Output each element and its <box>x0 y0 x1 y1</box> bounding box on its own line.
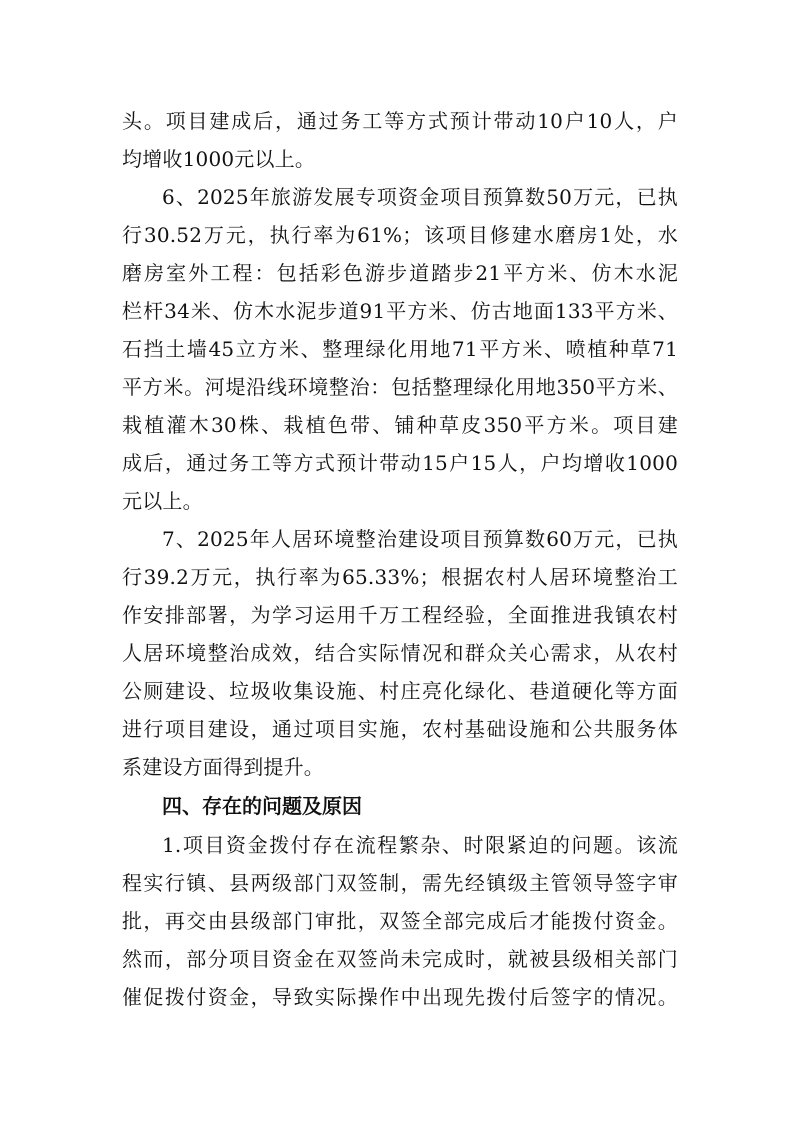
item6-line-7: 栽植灌木30株、栽植色带、铺种草皮350平方米。项目建 <box>122 413 678 437</box>
continuation-line-2: 均增收1000元以上。 <box>122 147 316 171</box>
item6-line-6: 平方米。河堤沿线环境整治：包括整理绿化用地350平方米、 <box>122 375 678 399</box>
issue1-line-5: 催促拨付资金，导致实际操作中出现先拨付后签字的情况。 <box>122 985 678 1009</box>
item6-line-2: 行30.52万元，执行率为61%；该项目修建水磨房1处，水 <box>122 223 678 247</box>
item6-line-1: 6、2025年旅游发展专项资金项目预算数50万元，已执 <box>162 185 678 209</box>
item7-line-1: 7、2025年人居环境整治建设项目预算数60万元，已执 <box>162 527 678 551</box>
item6-line-3: 磨房室外工程：包括彩色游步道踏步21平方米、仿木水泥 <box>122 261 678 285</box>
item6-line-9: 元以上。 <box>122 489 203 513</box>
item6-line-8: 成后，通过务工等方式预计带动15户15人，户均增收1000 <box>122 451 678 475</box>
item7-line-2: 行39.2万元，执行率为65.33%；根据农村人居环境整治工 <box>122 565 678 589</box>
item7-line-4: 人居环境整治成效，结合实际情况和群众关心需求，从农村 <box>122 641 678 665</box>
issue1-line-4: 然而，部分项目资金在双签尚未完成时，就被县级相关部门 <box>122 947 678 971</box>
item6-line-5: 石挡土墙45立方米、整理绿化用地71平方米、喷植种草71 <box>122 337 678 361</box>
item7-line-3: 作安排部署，为学习运用千万工程经验，全面推进我镇农村 <box>122 603 678 627</box>
issue1-line-2: 程实行镇、县两级部门双签制，需先经镇级主管领导签字审 <box>122 871 678 895</box>
item7-line-7: 系建设方面得到提升。 <box>122 755 324 779</box>
section-heading: 四、存在的问题及原因 <box>162 794 362 818</box>
item7-line-6: 进行项目建设，通过项目实施，农村基础设施和公共服务体 <box>122 717 678 741</box>
issue1-line-1: 1.项目资金拨付存在流程繁杂、时限紧迫的问题。该流 <box>162 833 678 857</box>
item7-line-5: 公厕建设、垃圾收集设施、村庄亮化绿化、巷道硬化等方面 <box>122 679 678 703</box>
continuation-line-1: 头。项目建成后，通过务工等方式预计带动10户10人，户 <box>122 109 678 133</box>
issue1-line-3: 批，再交由县级部门审批，双签全部完成后才能拨付资金。 <box>122 909 678 933</box>
item6-line-4: 栏杆34米、仿木水泥步道91平方米、仿古地面133平方米、 <box>122 299 678 323</box>
